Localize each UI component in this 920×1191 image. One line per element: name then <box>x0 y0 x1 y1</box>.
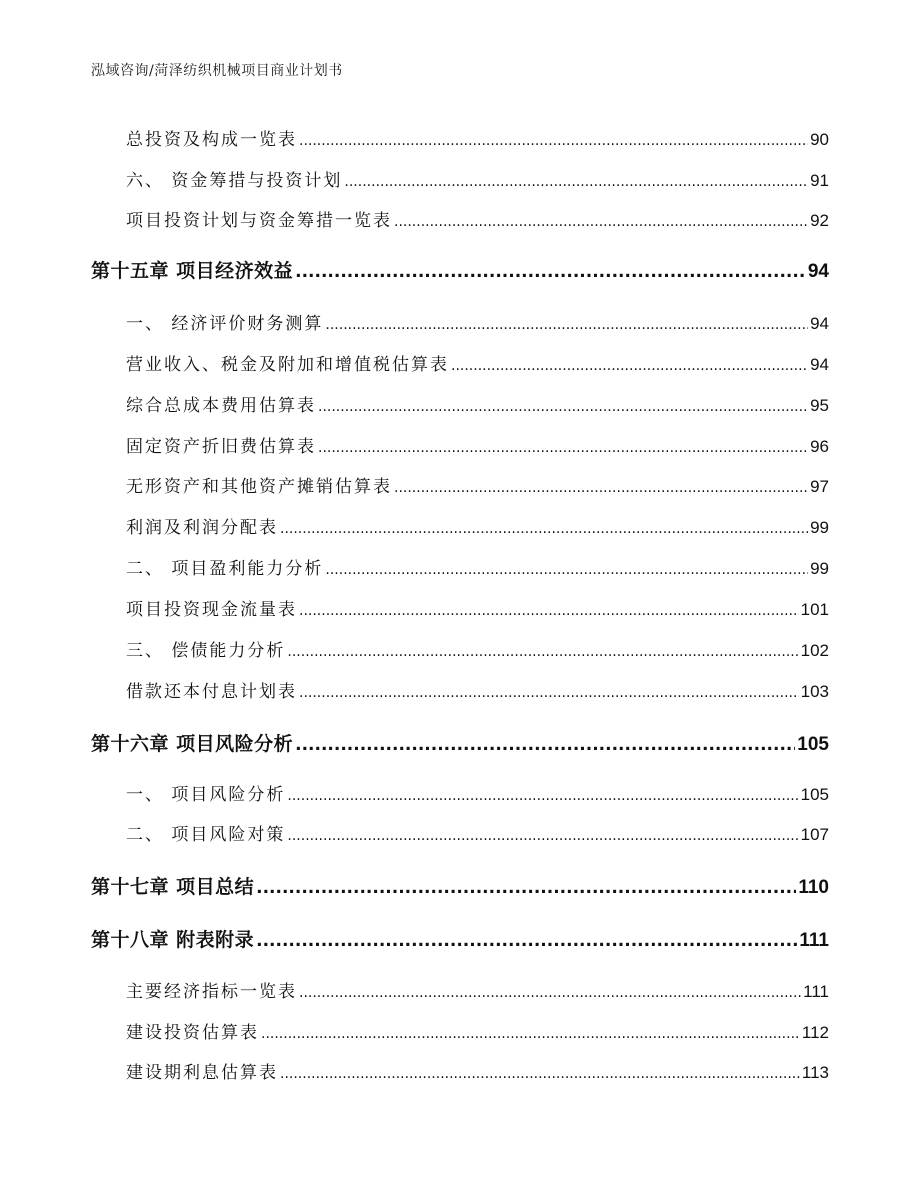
toc-entry-title: 第十六章 项目风险分析 <box>91 733 294 755</box>
toc-page-number: 105 <box>797 734 829 755</box>
toc-entry[interactable] <box>126 166 829 191</box>
toc-dot-leader <box>394 211 808 231</box>
toc-dot-leader <box>256 876 796 898</box>
toc-entry-title: 营业收入、税金及附加和增值税估算表 <box>126 355 449 375</box>
toc-page-number: 90 <box>810 130 829 149</box>
toc-dot-leader <box>299 682 799 702</box>
toc-entry-title: 项目投资现金流量表 <box>126 600 297 620</box>
toc-entry-title: 项目投资计划与资金筹措一览表 <box>126 211 392 231</box>
toc-entry-title: 建设期利息估算表 <box>126 1063 278 1083</box>
toc-page-number: 107 <box>800 825 829 844</box>
toc-page-number: 111 <box>803 982 829 1001</box>
toc-entry[interactable] <box>126 391 829 416</box>
toc-entry-title: 一、 项目风险分析 <box>126 785 286 805</box>
toc-entry-title: 二、 项目风险对策 <box>126 825 286 845</box>
toc-entry[interactable] <box>126 125 829 150</box>
toc-entry[interactable] <box>126 1018 829 1043</box>
toc-entry-title: 固定资产折旧费估算表 <box>126 437 316 457</box>
toc-dot-leader <box>451 355 808 375</box>
toc-page-number: 99 <box>810 559 829 578</box>
toc-entry[interactable] <box>126 350 829 375</box>
toc-entry[interactable] <box>126 780 829 805</box>
toc-entry-title: 借款还本付息计划表 <box>126 682 297 702</box>
toc-dot-leader <box>394 477 808 497</box>
toc-dot-leader <box>344 171 808 191</box>
toc-page-number: 99 <box>810 518 829 537</box>
toc-page-number: 101 <box>800 600 829 619</box>
toc-dot-leader <box>287 641 798 661</box>
toc-dot-leader <box>295 733 795 755</box>
toc-page-number: 103 <box>800 682 829 701</box>
toc-page-number: 91 <box>810 171 829 190</box>
toc-dot-leader <box>280 1063 800 1083</box>
toc-chapter-entry[interactable] <box>91 872 829 899</box>
toc-entry-title: 第十八章 附表附录 <box>91 929 255 951</box>
toc-entry[interactable] <box>126 820 829 845</box>
toc-dot-leader <box>299 982 801 1002</box>
toc-dot-leader <box>299 600 799 620</box>
toc-dot-leader <box>287 825 798 845</box>
toc-entry-title: 第十五章 项目经济效益 <box>91 260 294 282</box>
toc-entry-title: 无形资产和其他资产摊销估算表 <box>126 477 392 497</box>
toc-chapter-entry[interactable] <box>91 256 829 283</box>
toc-entry[interactable] <box>126 206 829 231</box>
toc-entry-title: 利润及利润分配表 <box>126 518 278 538</box>
toc-dot-leader <box>318 437 808 457</box>
toc-entry-title: 建设投资估算表 <box>126 1023 259 1043</box>
toc-entry-title: 第十七章 项目总结 <box>91 876 255 898</box>
toc-page-number: 111 <box>799 930 829 951</box>
toc-entry[interactable] <box>126 513 829 538</box>
toc-page-number: 95 <box>810 396 829 415</box>
toc-entry-title: 三、 偿债能力分析 <box>126 641 286 661</box>
toc-entry-title: 综合总成本费用估算表 <box>126 396 316 416</box>
toc-page-number: 94 <box>807 261 829 282</box>
toc-entry[interactable] <box>126 1058 829 1083</box>
toc-page-number: 94 <box>810 355 829 374</box>
toc-entry[interactable] <box>126 677 829 702</box>
toc-entry[interactable] <box>126 472 829 497</box>
toc-entry-title: 六、 资金筹措与投资计划 <box>126 171 343 191</box>
toc-entry[interactable] <box>126 432 829 457</box>
toc-entry[interactable] <box>126 636 829 661</box>
toc-page-number: 110 <box>798 877 829 898</box>
toc-dot-leader <box>325 559 808 579</box>
toc-dot-leader <box>318 396 808 416</box>
toc-page-number: 112 <box>801 1023 829 1042</box>
toc-dot-leader <box>256 929 797 951</box>
toc-page-number: 92 <box>810 211 829 230</box>
toc-entry-title: 二、 项目盈利能力分析 <box>126 559 324 579</box>
toc-entry[interactable] <box>126 595 829 620</box>
toc-page-number: 113 <box>801 1063 829 1082</box>
toc-entry[interactable] <box>126 554 829 579</box>
toc-page-number: 97 <box>810 477 829 496</box>
toc-entry-title: 总投资及构成一览表 <box>126 130 297 150</box>
toc-page-number: 94 <box>810 314 829 333</box>
toc-page-number: 105 <box>800 785 829 804</box>
toc-dot-leader <box>261 1023 800 1043</box>
toc-entry-title: 一、 经济评价财务测算 <box>126 314 324 334</box>
toc-dot-leader <box>299 130 808 150</box>
toc-chapter-entry[interactable] <box>91 925 829 952</box>
toc-dot-leader <box>325 314 808 334</box>
toc-entry-title: 主要经济指标一览表 <box>126 982 297 1002</box>
toc-page-number: 102 <box>800 641 829 660</box>
toc-page-number: 96 <box>810 437 829 456</box>
toc-dot-leader <box>295 260 806 282</box>
toc-entry[interactable] <box>126 309 829 334</box>
toc-dot-leader <box>280 518 808 538</box>
toc-chapter-entry[interactable] <box>91 729 829 756</box>
toc-entry[interactable] <box>126 977 829 1002</box>
running-header: 泓域咨询/菏泽纺织机械项目商业计划书 <box>91 63 343 79</box>
toc-dot-leader <box>287 785 798 805</box>
